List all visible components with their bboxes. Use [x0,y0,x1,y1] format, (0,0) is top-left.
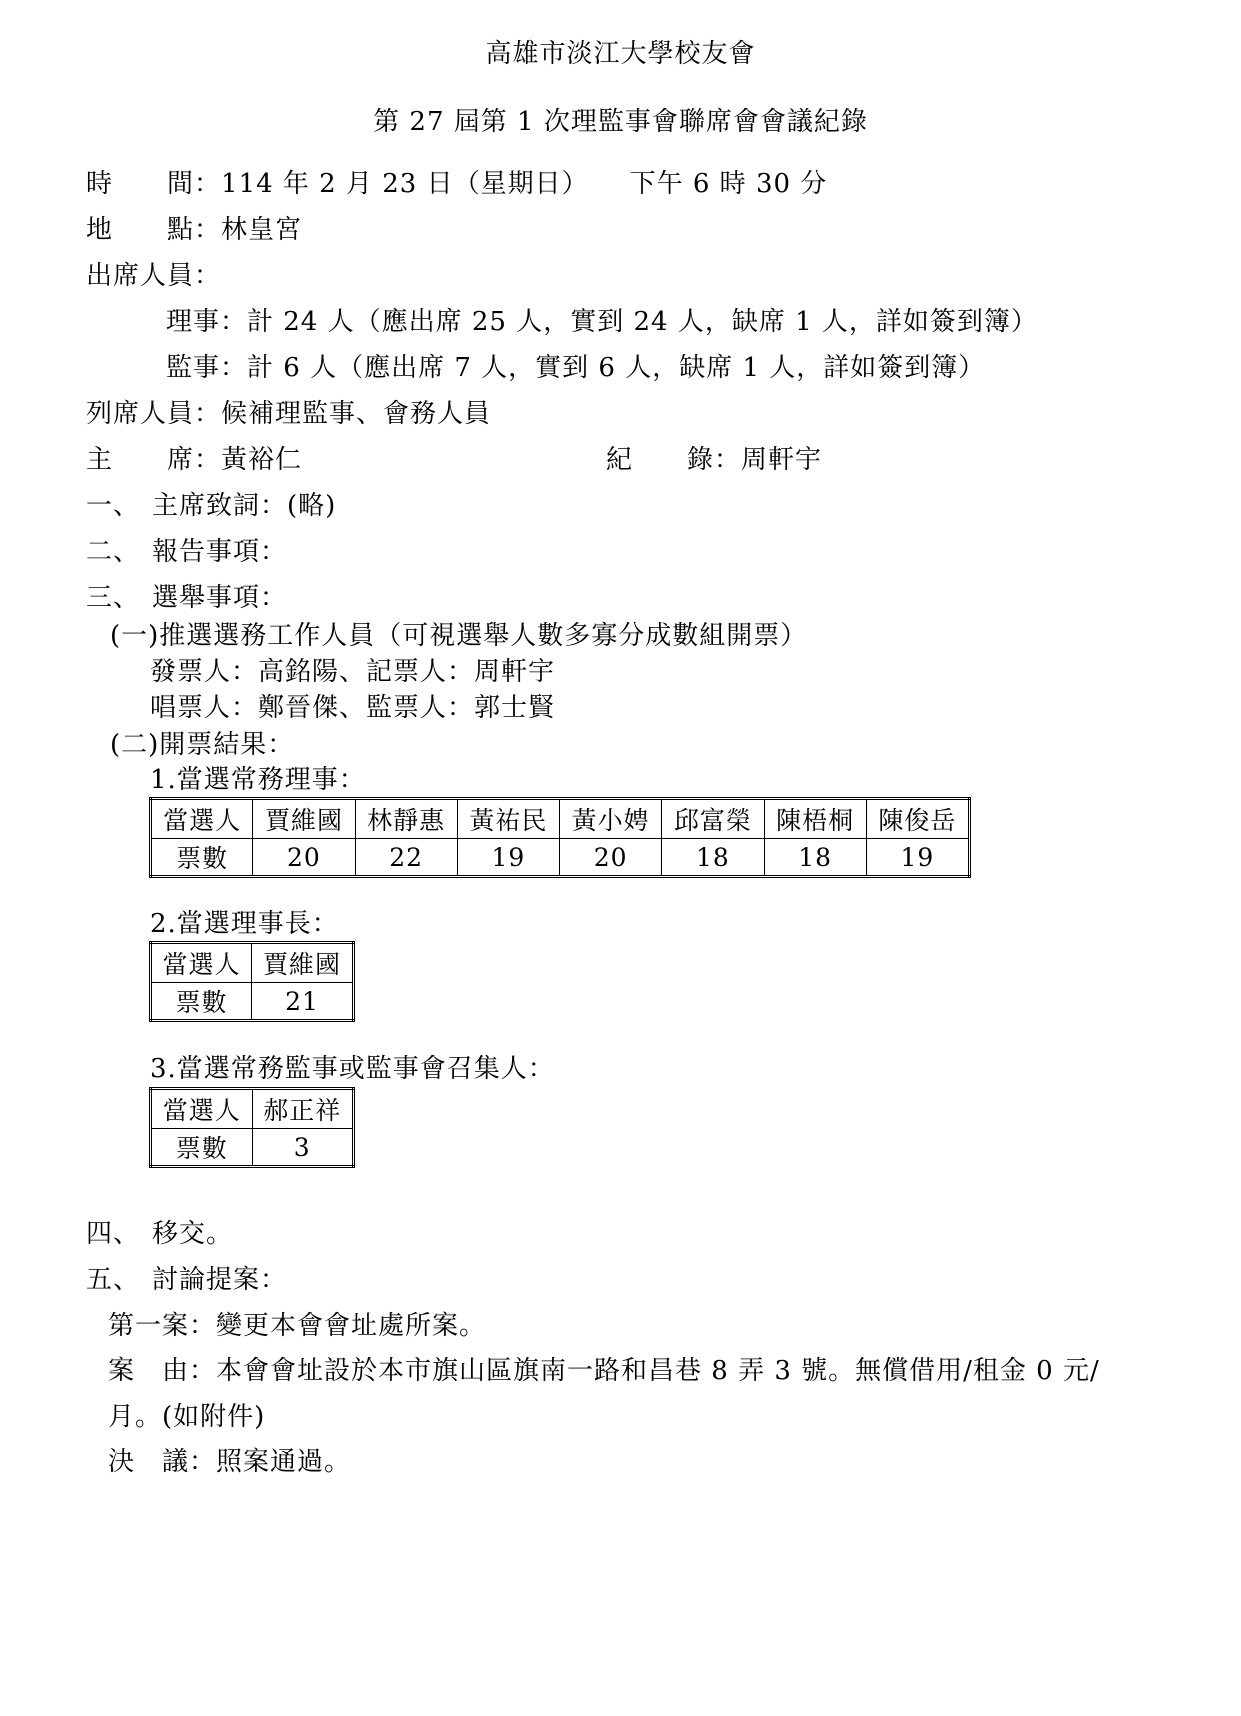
result-heading-1: 1.當選常務理事： [150,765,366,795]
supervisor-table [149,1087,355,1168]
vote-count: 20 [253,839,355,877]
row-header-cell: 當選人 [151,943,252,983]
result-heading-2: 2.當選理事長： [150,909,339,939]
chairman-table [149,941,355,1022]
section-4 [86,1218,233,1250]
table-row [151,1129,354,1167]
row-votes-cell: 票數 [151,983,252,1021]
section-3-number: 三、 [86,583,141,613]
chair-label: 主 席 [86,445,195,475]
meeting-place: 地 點：林皇宮 [86,215,303,245]
candidate-name: 賈維國 [251,943,353,983]
section-4-text: 移交。 [152,1219,234,1249]
row-votes-cell: 票數 [151,1129,253,1167]
observers: 列席人員：候補理監事、會務人員 [86,399,492,429]
proposal-case: 第一案：變更本會會址處所案。 [108,1311,487,1341]
candidate-name: 陳俊岳 [866,799,969,839]
section-5 [86,1264,287,1296]
vote-count: 19 [866,839,969,877]
row-votes-cell: 票數 [151,839,253,877]
section-1-number: 一、 [86,491,141,521]
section-2 [86,536,287,568]
row-header-cell: 當選人 [151,799,253,839]
vote-count: 19 [457,839,559,877]
result-heading-3: 3.當選常務監事或監事會召集人： [150,1054,555,1084]
meeting-place-value: 林皇宮 [221,215,303,245]
meeting-time-value: 114 年 2 月 23 日（星期日） 下午 6 時 30 分 [221,169,828,199]
chair: 主 席：黃裕仁 [86,445,303,475]
vote-count: 20 [560,839,662,877]
section-1-text: 主席致詞：(略) [152,491,337,521]
meeting-time: 時 間：114 年 2 月 23 日（星期日） 下午 6 時 30 分 [86,169,828,199]
standing-directors-table [149,797,971,878]
candidate-name: 邱富榮 [662,799,764,839]
table-row [151,1089,354,1129]
section-5-text: 討論提案： [152,1265,288,1295]
section-5-number: 五、 [86,1265,141,1295]
attendees-supervisors: 監事：計 6 人（應出席 7 人，實到 6 人，缺席 1 人，詳如簽到簿） [166,353,986,383]
election-sub1: (一)推選選務工作人員（可視選舉人數多寡分成數組開票） [110,621,808,651]
vote-count: 18 [662,839,764,877]
meeting-place-label: 地 點 [86,215,195,245]
section-3 [86,582,287,614]
election-staff-line1: 發票人：高銘陽、記票人：周軒宇 [150,657,556,687]
candidate-name: 賈維國 [253,799,355,839]
section-3-text: 選舉事項： [152,583,288,613]
section-2-text: 報告事項： [152,537,288,567]
recorder-label: 紀 錄 [606,445,715,475]
row-header-cell: 當選人 [151,1089,253,1129]
attendees-directors: 理事：計 24 人（應出席 25 人，實到 24 人，缺席 1 人，詳如簽到簿） [166,307,1038,337]
vote-count: 21 [251,983,353,1021]
table-row [151,983,354,1021]
table-row [151,799,970,839]
election-staff-line2: 唱票人：鄭晉傑、監票人：郭士賢 [150,693,556,723]
meeting-time-label: 時 間 [86,169,195,199]
chair-value: 黃裕仁 [221,445,303,475]
proposal-reason-line1: 案 由：本會會址設於本市旗山區旗南一路和昌巷 8 弄 3 號。無償借用/租金 0 元/ [108,1356,1100,1386]
table-row [151,839,970,877]
candidate-name: 黃祐民 [457,799,559,839]
candidate-name: 陳梧桐 [764,799,866,839]
candidate-name: 郝正祥 [252,1089,354,1129]
candidate-name: 林靜惠 [355,799,457,839]
vote-count: 22 [355,839,457,877]
section-4-number: 四、 [86,1219,141,1249]
document-subtitle: 第 27 屆第 1 次理監事會聯席會會議紀錄 [373,107,868,137]
vote-count: 3 [252,1129,354,1167]
recorder: 紀 錄：周軒宇 [606,445,823,475]
table-row [151,943,354,983]
section-1 [86,490,336,522]
recorder-value: 周軒宇 [741,445,823,475]
candidate-name: 黃小娉 [560,799,662,839]
proposal-reason-line2: 月。(如附件) [108,1402,266,1432]
attendees-label: 出席人員： [86,261,222,291]
election-sub2: (二)開票結果： [110,730,295,760]
section-2-number: 二、 [86,537,141,567]
vote-count: 18 [764,839,866,877]
document-title: 高雄市淡江大學校友會 [485,39,756,69]
proposal-resolution: 決 議：照案通過。 [108,1447,352,1477]
